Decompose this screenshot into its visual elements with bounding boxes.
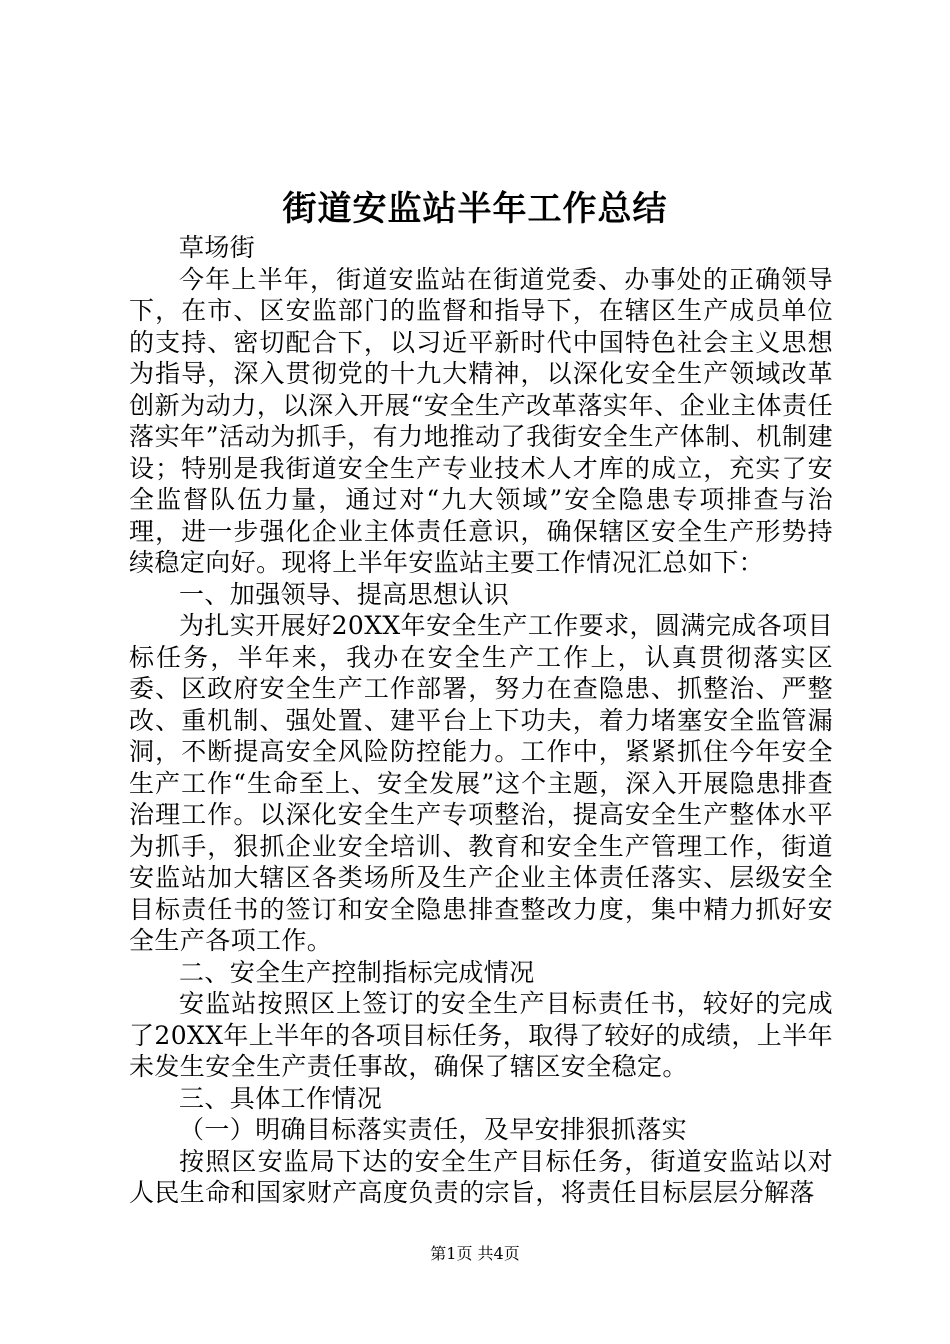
body-paragraph: 为扎实开展好20XX年安全生产工作要求，圆满完成各项目标任务，半年来，我办在安全生产工作上，认真贯彻落实区委、区政府安全生产工作部署，努力在查隐患、抓整治、严整改、重机制、强处置、建平台上下功夫，着力堵塞安全监管漏洞，不断提高安全风险防控能力。工作中，紧紧抓住今年安全生产工作“生命至上、安全发展”这个主题，深入开展隐患排查治理工作。以深化安全生产专项整治，提高安全生产整体水平为抓手，狠抓企业安全培训、教育和安全生产管理工作，街道安监站加大辖区各类场所及生产企业主体责任落实、层级安全目标责任书的签订和安全隐患排查整改力度，集中精力抓好安全生产各项工作。 [129, 611, 833, 955]
body-paragraph: 今年上半年，街道安监站在街道党委、办事处的正确领导下，在市、区安监部门的监督和指导下，在辖区生产成员单位的支持、密切配合下，以习近平新时代中国特色社会主义思想为指导，深入贯彻党的十九大精神，以深化安全生产领域改革创新为动力，以深入开展“安全生产改革落实年、企业主体责任落实年”活动为抓手，有力地推动了我街安全生产体制、机制建设；特别是我街道安全生产专业技术人才库的成立，充实了安全监督队伍力量，通过对“九大领域”安全隐患专项排查与治理，进一步强化企业主体责任意识，确保辖区安全生产形势持续稳定向好。现将上半年安监站主要工作情况汇总如下： [129, 264, 833, 577]
section-heading: 一、加强领导、提高思想认识 [179, 579, 510, 609]
body-paragraph: 按照区安监局下达的安全生产目标任务，街道安监站以对人民生命和国家财产高度负责的宗旨，将责任目标层层分解落 [129, 1146, 833, 1207]
section-heading: 二、安全生产控制指标完成情况 [179, 957, 535, 987]
subsection-heading: （一）明确目标落实责任，及早安排狠抓落实 [179, 1115, 688, 1144]
author-line: 草场街 [179, 233, 256, 262]
document-body [129, 232, 833, 1209]
page-footer: 第1页 共4页 [430, 1244, 520, 1263]
section-heading: 三、具体工作情况 [179, 1083, 383, 1113]
body-paragraph: 安监站按照区上签订的安全生产目标责任书，较好的完成了20XX年上半年的各项目标任务，取得了较好的成绩，上半年未发生安全生产责任事故，确保了辖区安全稳定。 [129, 989, 834, 1081]
document-title: 街道安监站半年工作总结 [282, 189, 668, 229]
